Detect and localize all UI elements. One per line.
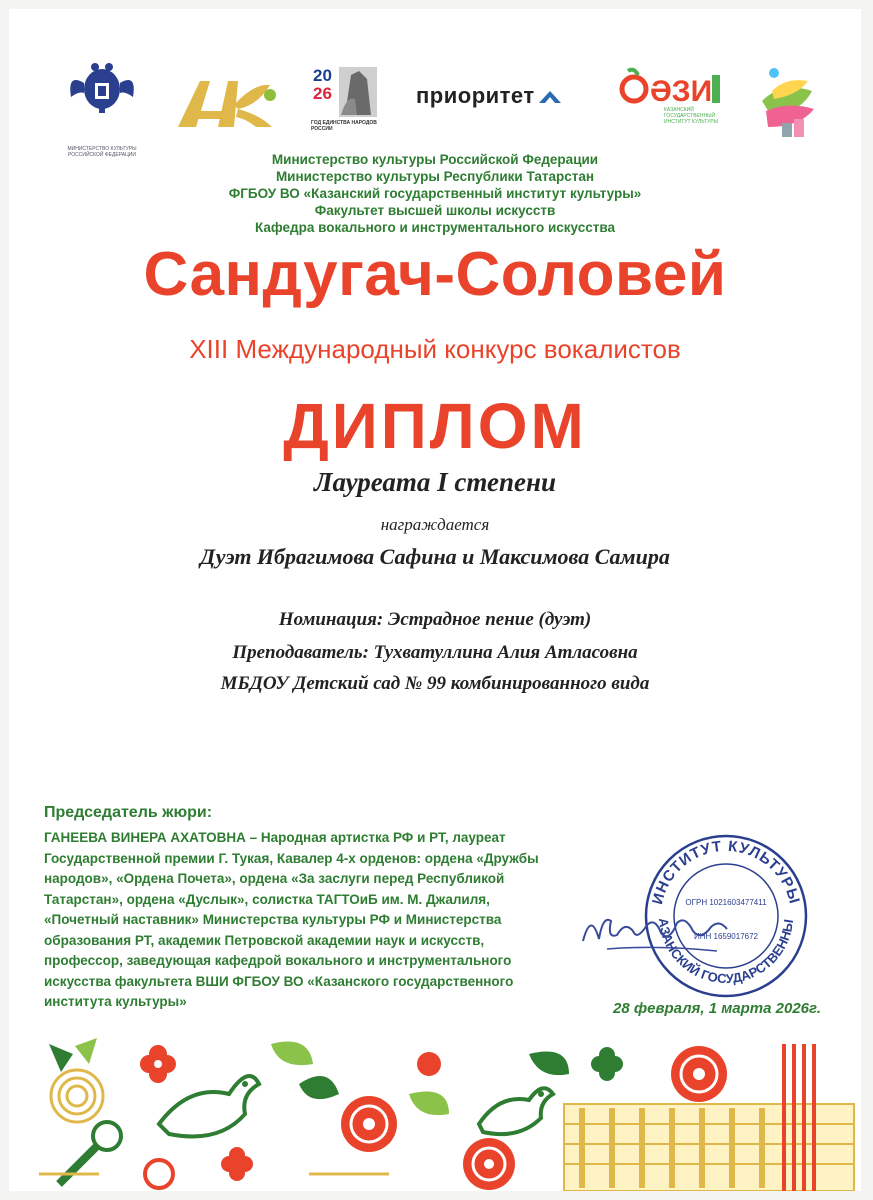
year-2026-bottom: 26 (313, 84, 332, 103)
diploma-heading: ДИПЛОМ (283, 390, 587, 462)
jury-line: народов», «Ордена Почета», ордена «За заслуги перед Республикой (44, 871, 505, 886)
diploma-sheet (9, 9, 861, 1191)
jury-signature (577, 901, 737, 966)
contest-subtitle: XIII Международный конкурс вокалистов (189, 334, 681, 364)
header-line-5: Кафедра вокального и инструментального искусства (255, 220, 615, 235)
awarded-text: награждается (380, 515, 490, 534)
ak-monogram-icon (174, 75, 284, 131)
kazgik-caption: КАЗАНСКИЙ ГОСУДАРСТВЕННЫЙ ИНСТИТУТ КУЛЬТУРЫ (664, 107, 719, 125)
ak-logo (174, 75, 284, 136)
jury-line: института культуры» (44, 994, 187, 1009)
festival-logo-icon (752, 61, 822, 141)
stamp-bottom-text: АЗАНСКИЙ ГОСУДАРСТВЕННЫ (655, 917, 797, 987)
year-2026-top: 20 (313, 66, 332, 85)
jury-line: искусства факультета ВШИ ФГБОУ ВО «Казанского государственного (44, 973, 514, 989)
svg-text:ӘЗИ: ӘЗИ (650, 75, 713, 107)
svg-text:ИНСТИТУТ КУЛЬТУРЫ (649, 838, 803, 906)
priority-logo (416, 83, 561, 109)
jury-line: образования РТ, академик Петровской академии наук и искусств, (44, 932, 485, 948)
jury-line: Татарстан», ордена «Дуслык», солистка ТАГТОиБ им. М. Джалиля, (44, 891, 490, 907)
nomination-text: Номинация: Эстрадное пение (дуэт) (278, 609, 592, 630)
year-logo (311, 65, 379, 135)
festival-logo (752, 61, 822, 146)
jury-line: «Почетный наставник» Министерства культуры РФ и Министерства (44, 912, 502, 927)
kazgik-logo (614, 67, 726, 137)
contest-title: Сандугач-Соловей (143, 240, 727, 309)
degree-text: Лауреата I степени (313, 467, 557, 497)
priority-text: приоритет (416, 83, 535, 108)
stamp-ogrn: ОГРН 1021603477411 (685, 898, 767, 907)
jury-line: ГАНЕЕВА ВИНЕРА АХАТОВНА – Народная артистка РФ и РТ, лауреат (44, 830, 506, 845)
decorative-ornament (9, 1024, 861, 1191)
ministry-logo (57, 61, 147, 158)
year-caption: ГОД ЕДИНСТВА НАРОДОВ РОССИИ (311, 120, 377, 132)
russian-emblem-icon (57, 61, 147, 141)
flower-icon (140, 1045, 176, 1083)
header-line-2: Министерство культуры Республики Татарстан (275, 169, 595, 184)
stamp-top-text: ИНСТИТУТ КУЛЬТУРЫ (649, 837, 804, 907)
header-line-4: Факультет высшей школы искусств (314, 203, 556, 218)
header-line-3: ФГБОУ ВО «Казанский государственный институт культуры» (228, 186, 642, 201)
stamp-inn: ИНН 1659017672 (693, 932, 759, 941)
header-line-1: Министерство культуры Российской Федерации (271, 152, 599, 167)
organizers-header (9, 151, 861, 236)
organization-text: МБДОУ Детский сад № 99 комбинированного вида (220, 673, 650, 694)
priority-mark-icon (539, 89, 561, 103)
jury-description (44, 828, 604, 1013)
ministry-caption: МИНИСТЕРСТВО КУЛЬТУРЫ РОССИЙСКОЙ ФЕДЕРАЦИИ (67, 146, 137, 158)
jury-line: профессор, заведующая кафедрой вокального и инструментального (44, 953, 512, 968)
event-date: 28 февраля, 1 марта 2026г. (612, 1000, 821, 1017)
nightingale-icon (159, 1076, 259, 1137)
kazgik-logo-icon (614, 67, 726, 107)
jury-heading: Председатель жюри: (44, 804, 213, 821)
teacher-text: Преподаватель: Тухватуллина Алия Атласовна (232, 642, 638, 663)
jury-line: Государственной премии Г. Тукая, Кавалер 4-х орденов: ордена «Дружбы (44, 850, 539, 866)
recipient-name: Дуэт Ибрагимова Сафина и Максимова Самира (200, 544, 670, 569)
logo-row (9, 61, 861, 158)
